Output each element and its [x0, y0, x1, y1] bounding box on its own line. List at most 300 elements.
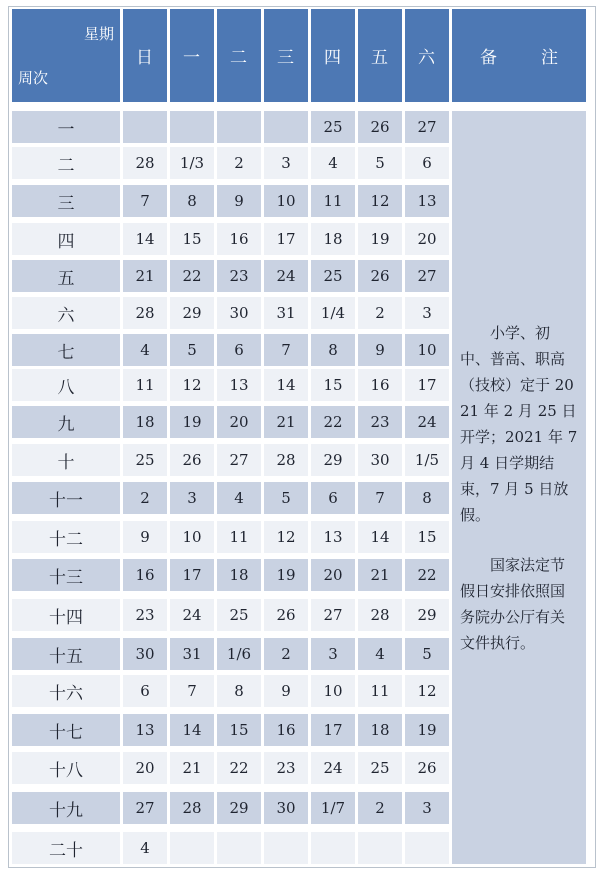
header-corner-cell: [12, 9, 120, 102]
date-cell: [170, 444, 214, 476]
remarks-header: [452, 9, 586, 102]
date-cell: [405, 260, 449, 292]
date-cell: [311, 559, 355, 591]
date-value: 4: [375, 645, 385, 663]
date-cell: [264, 792, 308, 824]
date-cell: [311, 638, 355, 670]
day-label: 四: [324, 48, 342, 68]
weekday-axis-label: 星期: [83, 25, 114, 43]
week-number: 十九: [49, 800, 83, 821]
week-cell: [12, 369, 120, 401]
date-cell: [123, 297, 167, 329]
date-value: 14: [182, 721, 202, 739]
week-cell: [12, 185, 120, 217]
date-value: 18: [135, 413, 155, 431]
date-value: 9: [140, 528, 150, 546]
date-cell: [217, 714, 261, 746]
date-cell: [311, 444, 355, 476]
date-cell: [170, 482, 214, 514]
date-cell: [405, 752, 449, 784]
date-cell: [264, 223, 308, 255]
date-cell: [217, 334, 261, 366]
date-value: 26: [370, 267, 390, 285]
date-value: 27: [417, 118, 437, 136]
date-value: 25: [323, 267, 343, 285]
date-value: 17: [182, 566, 202, 584]
date-cell: [170, 185, 214, 217]
date-cell: [405, 334, 449, 366]
date-value: 23: [370, 413, 390, 431]
week-number: 二: [57, 155, 75, 176]
day-label: 五: [371, 48, 389, 68]
date-value: 4: [234, 489, 244, 507]
date-cell: [405, 714, 449, 746]
date-value: 23: [276, 759, 296, 777]
week-number: 十四: [49, 607, 83, 628]
date-cell: [123, 714, 167, 746]
date-cell: [123, 369, 167, 401]
date-cell: [217, 111, 261, 143]
date-value: 24: [182, 606, 202, 624]
week-number: 十六: [49, 683, 83, 704]
date-value: 3: [281, 154, 291, 172]
date-cell: [311, 599, 355, 631]
week-number: 一: [57, 119, 75, 140]
date-cell: [170, 147, 214, 179]
week-cell: [12, 334, 120, 366]
week-number: 十八: [49, 760, 83, 781]
date-value: 28: [135, 304, 155, 322]
date-value: 26: [276, 606, 296, 624]
date-value: 25: [370, 759, 390, 777]
date-value: 11: [229, 528, 249, 546]
date-value: 9: [375, 341, 385, 359]
date-value: 25: [323, 118, 343, 136]
date-value: 8: [187, 192, 197, 210]
week-number: 十一: [49, 490, 83, 511]
date-cell: [311, 111, 355, 143]
date-cell: [264, 559, 308, 591]
date-cell: [358, 599, 402, 631]
week-cell: [12, 792, 120, 824]
date-value: 8: [328, 341, 338, 359]
date-value: 21: [182, 759, 202, 777]
date-cell: [123, 334, 167, 366]
date-value: 12: [370, 192, 390, 210]
date-cell: [123, 223, 167, 255]
date-value: 5: [422, 645, 432, 663]
week-number: 十二: [49, 529, 83, 550]
date-value: 28: [276, 451, 296, 469]
date-value: 5: [187, 341, 197, 359]
date-value: 29: [229, 799, 249, 817]
date-cell: [311, 675, 355, 707]
day-label: 三: [277, 48, 295, 68]
week-number: 九: [57, 414, 75, 435]
date-cell: [311, 260, 355, 292]
date-cell: [358, 482, 402, 514]
date-value: 9: [234, 192, 244, 210]
date-value: 26: [417, 759, 437, 777]
date-value: 14: [135, 230, 155, 248]
date-value: 10: [417, 341, 437, 359]
date-cell: [405, 111, 449, 143]
date-cell: [311, 334, 355, 366]
date-value: 22: [323, 413, 343, 431]
date-value: 3: [328, 645, 338, 663]
date-cell: [217, 482, 261, 514]
date-cell: [311, 482, 355, 514]
remarks-paragraph: 国家法定节假日安排依照国务院办公厅有关文件执行。: [460, 555, 566, 652]
date-cell: [217, 638, 261, 670]
date-value: 2: [375, 799, 385, 817]
date-value: 20: [135, 759, 155, 777]
date-cell: [358, 260, 402, 292]
date-value: 31: [182, 645, 202, 663]
date-value: 24: [276, 267, 296, 285]
remarks-paragraph: 小学、初中、普高、职高（技校）定于 2021 年 2 月 25 日开学；2021 年 7 月 4 日学期结束，7 月 5 日放假。: [460, 323, 578, 524]
week-cell: [12, 111, 120, 143]
date-value: 30: [229, 304, 249, 322]
date-cell: [123, 111, 167, 143]
date-cell: [311, 832, 355, 864]
date-value: 19: [182, 413, 202, 431]
date-value: 6: [328, 489, 338, 507]
date-cell: [217, 185, 261, 217]
date-value: 2: [281, 645, 291, 663]
date-value: 7: [187, 682, 197, 700]
week-cell: [12, 675, 120, 707]
remarks-panel: [452, 111, 586, 864]
date-value: 21: [276, 413, 296, 431]
date-value: 6: [422, 154, 432, 172]
week-number: 五: [57, 268, 75, 289]
header-day-3: [264, 9, 308, 102]
date-cell: [405, 792, 449, 824]
date-value: 25: [229, 606, 249, 624]
week-cell: [12, 521, 120, 553]
date-value: 15: [417, 528, 437, 546]
week-number: 二十: [49, 840, 83, 861]
remarks-text: [460, 320, 578, 656]
date-value: 29: [323, 451, 343, 469]
week-cell: [12, 444, 120, 476]
date-value: 6: [140, 682, 150, 700]
date-cell: [123, 185, 167, 217]
date-value: 13: [229, 376, 249, 394]
date-cell: [217, 752, 261, 784]
date-value: 24: [417, 413, 437, 431]
date-cell: [358, 406, 402, 438]
date-cell: [358, 752, 402, 784]
date-value: 4: [140, 341, 150, 359]
date-cell: [264, 482, 308, 514]
date-cell: [217, 406, 261, 438]
date-cell: [358, 792, 402, 824]
date-value: 17: [276, 230, 296, 248]
date-value: 15: [323, 376, 343, 394]
date-cell: [170, 638, 214, 670]
date-value: 16: [370, 376, 390, 394]
date-value: 3: [187, 489, 197, 507]
date-value: 29: [417, 606, 437, 624]
date-cell: [405, 444, 449, 476]
date-cell: [217, 599, 261, 631]
date-cell: [358, 675, 402, 707]
week-cell: [12, 147, 120, 179]
date-cell: [123, 599, 167, 631]
date-cell: [264, 752, 308, 784]
date-cell: [311, 297, 355, 329]
date-value: 16: [135, 566, 155, 584]
date-cell: [405, 832, 449, 864]
date-value: 11: [370, 682, 390, 700]
date-value: 16: [229, 230, 249, 248]
date-cell: [264, 521, 308, 553]
date-cell: [170, 111, 214, 143]
date-cell: [358, 223, 402, 255]
header-day-5: [358, 9, 402, 102]
date-value: 28: [370, 606, 390, 624]
date-cell: [311, 714, 355, 746]
day-label: 一: [183, 48, 201, 68]
date-cell: [311, 752, 355, 784]
week-cell: [12, 482, 120, 514]
date-value: 21: [135, 267, 155, 285]
date-cell: [170, 714, 214, 746]
date-cell: [264, 599, 308, 631]
date-cell: [358, 297, 402, 329]
date-cell: [123, 752, 167, 784]
date-cell: [311, 147, 355, 179]
date-value: 20: [229, 413, 249, 431]
date-cell: [170, 369, 214, 401]
date-cell: [264, 369, 308, 401]
date-cell: [358, 147, 402, 179]
week-number: 六: [57, 305, 75, 326]
date-value: 6: [234, 341, 244, 359]
date-cell: [264, 832, 308, 864]
date-cell: [264, 297, 308, 329]
header-day-0: [123, 9, 167, 102]
date-cell: [170, 792, 214, 824]
day-label: 日: [136, 48, 154, 68]
date-value: 28: [135, 154, 155, 172]
day-label: 二: [230, 48, 248, 68]
date-cell: [217, 521, 261, 553]
date-value: 19: [276, 566, 296, 584]
date-value: 1/5: [414, 451, 440, 469]
date-cell: [170, 260, 214, 292]
date-cell: [358, 185, 402, 217]
date-value: 10: [323, 682, 343, 700]
week-cell: [12, 752, 120, 784]
date-value: 2: [234, 154, 244, 172]
date-value: 24: [323, 759, 343, 777]
date-cell: [123, 559, 167, 591]
school-calendar-table: [8, 6, 596, 868]
date-value: 30: [135, 645, 155, 663]
date-value: 11: [323, 192, 343, 210]
date-cell: [358, 111, 402, 143]
date-cell: [405, 369, 449, 401]
date-cell: [405, 675, 449, 707]
date-value: 30: [276, 799, 296, 817]
week-cell: [12, 406, 120, 438]
date-value: 30: [370, 451, 390, 469]
date-cell: [311, 369, 355, 401]
date-cell: [170, 521, 214, 553]
date-value: 14: [370, 528, 390, 546]
date-cell: [264, 406, 308, 438]
date-value: 17: [323, 721, 343, 739]
date-value: 22: [417, 566, 437, 584]
date-value: 27: [135, 799, 155, 817]
date-cell: [358, 444, 402, 476]
date-cell: [170, 832, 214, 864]
date-cell: [217, 297, 261, 329]
date-value: 8: [234, 682, 244, 700]
date-value: 18: [370, 721, 390, 739]
date-cell: [358, 832, 402, 864]
week-cell: [12, 297, 120, 329]
date-value: 3: [422, 799, 432, 817]
header-day-6: [405, 9, 449, 102]
date-cell: [123, 147, 167, 179]
date-cell: [217, 223, 261, 255]
date-cell: [170, 752, 214, 784]
date-value: 31: [276, 304, 296, 322]
date-value: 4: [328, 154, 338, 172]
date-value: 10: [276, 192, 296, 210]
header-day-4: [311, 9, 355, 102]
date-cell: [405, 297, 449, 329]
date-cell: [217, 147, 261, 179]
date-cell: [358, 521, 402, 553]
date-cell: [311, 792, 355, 824]
date-value: 28: [182, 799, 202, 817]
date-value: 27: [323, 606, 343, 624]
date-value: 26: [370, 118, 390, 136]
date-cell: [217, 832, 261, 864]
date-cell: [358, 638, 402, 670]
date-value: 12: [182, 376, 202, 394]
date-cell: [264, 111, 308, 143]
week-number: 十七: [49, 722, 83, 743]
week-cell: [12, 559, 120, 591]
week-number: 八: [57, 377, 75, 398]
date-cell: [405, 147, 449, 179]
date-value: 8: [422, 489, 432, 507]
date-value: 21: [370, 566, 390, 584]
week-cell: [12, 638, 120, 670]
date-value: 12: [276, 528, 296, 546]
date-cell: [170, 297, 214, 329]
week-number: 十五: [49, 646, 83, 667]
date-cell: [311, 223, 355, 255]
week-number: 三: [57, 193, 75, 214]
date-value: 11: [135, 376, 155, 394]
date-value: 27: [229, 451, 249, 469]
date-cell: [358, 714, 402, 746]
date-cell: [358, 334, 402, 366]
date-cell: [405, 482, 449, 514]
week-cell: [12, 714, 120, 746]
date-cell: [123, 675, 167, 707]
date-cell: [405, 185, 449, 217]
date-cell: [405, 406, 449, 438]
date-value: 15: [229, 721, 249, 739]
date-cell: [170, 406, 214, 438]
date-value: 7: [140, 192, 150, 210]
date-value: 5: [375, 154, 385, 172]
date-value: 3: [422, 304, 432, 322]
date-cell: [170, 334, 214, 366]
date-cell: [264, 147, 308, 179]
date-value: 20: [323, 566, 343, 584]
week-cell: [12, 260, 120, 292]
date-value: 9: [281, 682, 291, 700]
date-cell: [217, 444, 261, 476]
date-value: 27: [417, 267, 437, 285]
date-value: 26: [182, 451, 202, 469]
date-value: 1/4: [320, 304, 346, 322]
date-value: 7: [281, 341, 291, 359]
date-cell: [358, 559, 402, 591]
week-number: 四: [57, 231, 75, 252]
date-value: 22: [229, 759, 249, 777]
date-cell: [405, 559, 449, 591]
header-day-1: [170, 9, 214, 102]
date-value: 19: [417, 721, 437, 739]
date-value: 1/3: [179, 154, 205, 172]
date-value: 18: [323, 230, 343, 248]
date-value: 20: [417, 230, 437, 248]
date-cell: [264, 260, 308, 292]
date-value: 2: [140, 489, 150, 507]
date-cell: [123, 406, 167, 438]
date-value: 13: [417, 192, 437, 210]
date-cell: [264, 444, 308, 476]
week-number: 七: [57, 342, 75, 363]
date-cell: [311, 521, 355, 553]
date-cell: [405, 521, 449, 553]
date-value: 23: [229, 267, 249, 285]
date-cell: [170, 675, 214, 707]
date-value: 25: [135, 451, 155, 469]
date-cell: [123, 482, 167, 514]
date-cell: [264, 334, 308, 366]
date-cell: [264, 185, 308, 217]
date-cell: [311, 185, 355, 217]
date-value: 10: [182, 528, 202, 546]
date-value: 1/6: [226, 645, 252, 663]
week-cell: [12, 599, 120, 631]
remarks-title-1: 备: [480, 48, 497, 68]
date-value: 14: [276, 376, 296, 394]
date-cell: [170, 599, 214, 631]
week-number: 十三: [49, 567, 83, 588]
date-value: 29: [182, 304, 202, 322]
date-cell: [123, 832, 167, 864]
date-cell: [123, 444, 167, 476]
date-cell: [264, 638, 308, 670]
date-value: 13: [323, 528, 343, 546]
date-cell: [405, 599, 449, 631]
date-value: 1/7: [320, 799, 346, 817]
date-cell: [217, 260, 261, 292]
date-cell: [217, 792, 261, 824]
